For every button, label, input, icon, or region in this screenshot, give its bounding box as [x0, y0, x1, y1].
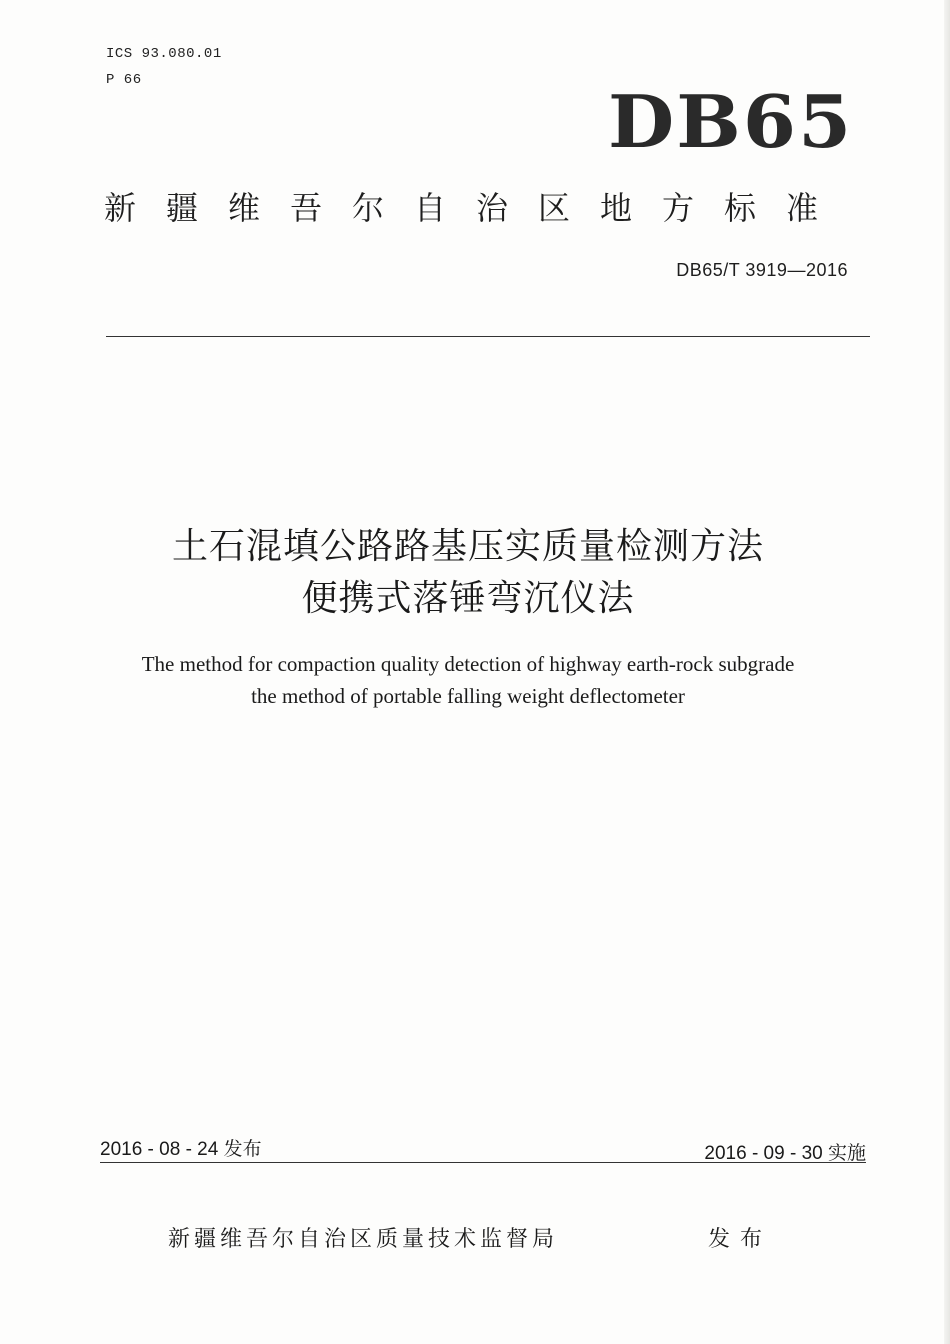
- scan-edge: [944, 0, 950, 1344]
- standard-number: DB65/T 3919—2016: [676, 260, 848, 280]
- title-chinese-line-2: 便携式落锤弯沉仪法: [301, 578, 635, 619]
- title-chinese-line-1: 土石混填公路路基压实质量检测方法: [171, 526, 764, 567]
- standard-category-title: 新疆维吾尔自治区地方标准: [104, 189, 849, 227]
- top-divider: [106, 336, 870, 337]
- title-english-line-1: The method for compaction quality detection of highway earth-rock subgrade: [141, 652, 795, 676]
- implementation-date: 2016 - 09 - 30 实施: [704, 1143, 866, 1164]
- bottom-divider: [100, 1162, 866, 1163]
- issue-action: 发布: [708, 1227, 773, 1252]
- issuing-authority: 新疆维吾尔自治区质量技术监督局: [168, 1227, 559, 1252]
- title-english-line-2: the method of portable falling weight deflectometer: [251, 684, 685, 708]
- standard-code-logo: DB65: [608, 79, 854, 164]
- issue-date: 2016 - 08 - 24 发布: [100, 1139, 262, 1160]
- ics-code: ICS 93.080.01: [106, 46, 222, 62]
- ccs-code: P 66: [106, 72, 142, 88]
